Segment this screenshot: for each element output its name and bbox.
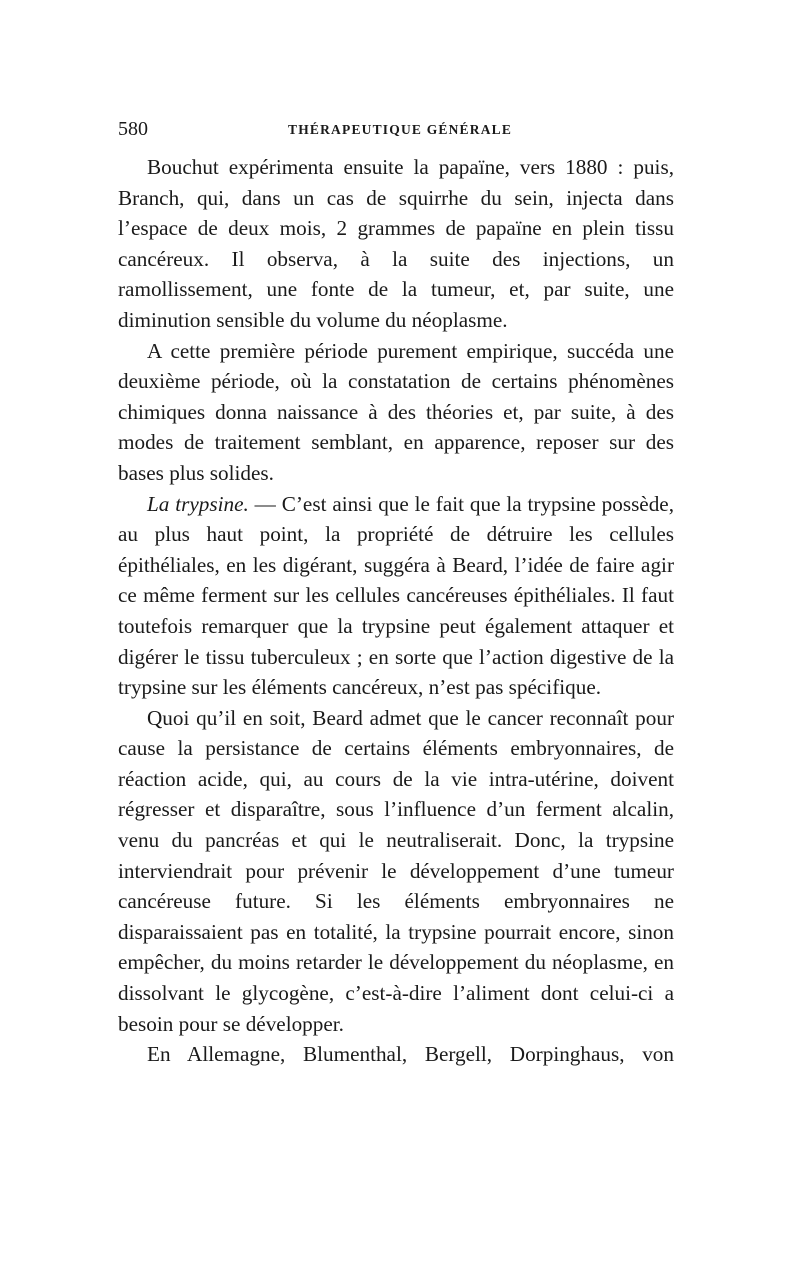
paragraph-empirical-period [118,336,674,489]
section-lead-trypsine: La trypsine. [147,491,249,516]
paragraph-text: — C’est ainsi que le fait que la trypsine possède, au plus haut point, la propriété de détruire les cellules épithéliales, en les digérant, suggéra à Beard, l’idée de faire agir ce même ferment sur les cellules cancéreuses épithéliales. Il faut toutefois remarquer que la trypsine peut également attaquer et digérer le tissu tuberculeux ; en sorte que l’action digestive de la trypsine sur les éléments cancéreux, n’est pas spécifique. [118,491,675,700]
paragraph-text: En Allemagne, Blumenthal, Bergell, Dorpinghaus, von [147,1042,674,1067]
book-page [118,118,674,1070]
paragraph-trypsine [118,489,674,703]
page-number: 580 [118,118,148,140]
paragraph-text: Quoi qu’il en soit, Beard admet que le cancer reconnaît pour cause la persistance de certains éléments embryonnaires, de réaction acide, qui, au cours de la vie intra-utérine, doivent régresser et disparaître, sous l’influence d’un ferment alcalin, venu du pancréas et qui le neutraliserait. Donc, la trypsine interviendrait pour prévenir le développement d’une tumeur cancéreuse future. Si les éléments embryonnaires ne disparaissaient pas en totalité, la trypsine pourrait encore, sinon empêcher, du moins retarder le développement du néoplasme, en dissolvant le glycogène, c’est-à-dire l’aliment dont celui-ci a besoin pour se développer. [118,705,674,1036]
paragraph-papaine [118,152,674,336]
paragraph-beard-theory [118,703,674,1040]
body-text [118,152,674,1070]
running-title: THÉRAPEUTIQUE GÉNÉRALE [288,122,513,137]
paragraph-germany [118,1039,674,1070]
paragraph-text: A cette première période purement empirique, succéda une deuxième période, où la constatation de certains phénomènes chimiques donna naissance à des théories et, par suite, à des modes de traitement semblant, en apparence, reposer sur des bases plus solides. [118,338,674,485]
running-head [118,118,674,148]
paragraph-text: Bouchut expérimenta ensuite la papaïne, vers 1880 : puis, Branch, qui, dans un cas de squirrhe du sein, injecta dans l’espace de deux mois, 2 grammes de papaïne en plein tissu cancéreux. Il observa, à la suite des injections, un ramollissement, une fonte de la tumeur, et, par suite, une diminution sensible du volume du néoplasme. [118,155,674,332]
